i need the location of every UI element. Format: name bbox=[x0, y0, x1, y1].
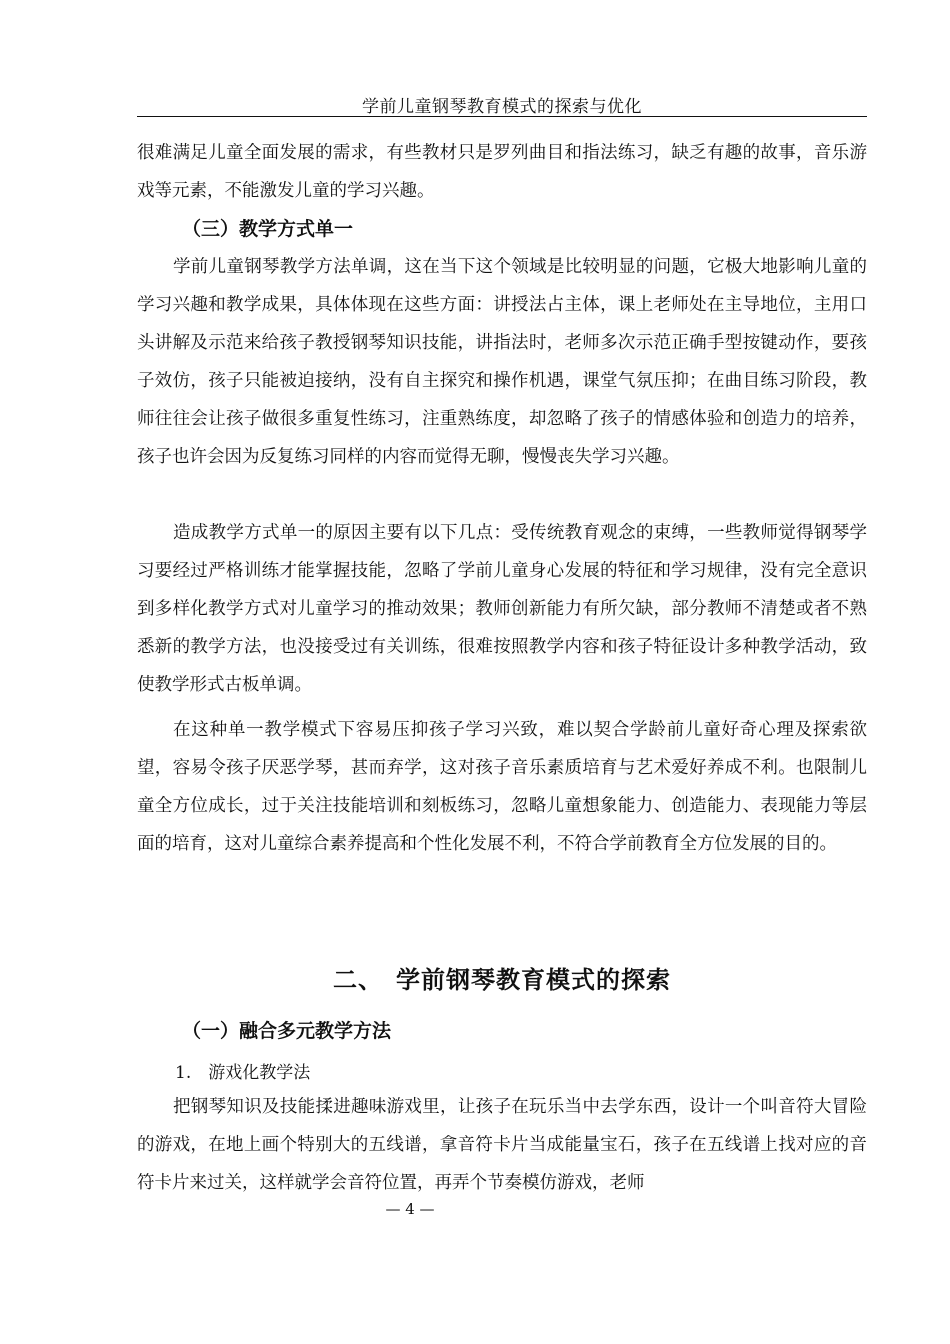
method-heading-game: 1. 游戏化教学法 bbox=[175, 1063, 311, 1083]
section-heading-three: （三）教学方式单一 bbox=[182, 218, 354, 240]
chapter-heading-two: 二、 学前钢琴教育模式的探索 bbox=[333, 966, 671, 994]
paragraph-text: 很难满足儿童全面发展的需求，有些教材只是罗列曲目和指法练习，缺乏有趣的故事，音乐游戏等元素，不能激发儿童的学习兴趣。 bbox=[137, 143, 867, 201]
paragraph-text: 把钢琴知识及技能揉进趣味游戏里，让孩子在玩乐当中去学东西，设计一个叫音符大冒险的游戏，在地上画个特别大的五线谱，拿音符卡片当成能量宝石，孩子在五线谱上找对应的音符卡片来过关，这样就学会音符位置，再弄个节奏模仿游戏，老师 bbox=[137, 1097, 867, 1193]
paragraph-text: 在这种单一教学模式下容易压抑孩子学习兴致，难以契合学龄前儿童好奇心理及探索欲望，容易令孩子厌恶学琴，甚而弃学，这对孩子音乐素质培育与艺术爱好养成不利。也限制儿童全方位成长，过于关注技能培训和刻板练习，忽略儿童想象能力、创造能力、表现能力等层面的培育，这对儿童综合素养提高和个性化发展不利，不符合学前教育全方位发展的目的。 bbox=[137, 720, 867, 854]
header-divider bbox=[137, 116, 867, 117]
paragraph-causes bbox=[137, 514, 867, 704]
paragraph-continuation bbox=[137, 134, 867, 210]
page-header-title: 学前儿童钢琴教育模式的探索与优化 bbox=[362, 97, 642, 117]
paragraph-text: 学前儿童钢琴教学方法单调，这在当下这个领域是比较明显的问题，它极大地影响儿童的学习兴趣和教学成果，具体体现在这些方面：讲授法占主体，课上老师处在主导地位，主用口头讲解及示范来给孩子教授钢琴知识技能，讲指法时，老师多次示范正确手型按键动作，要孩子效仿，孩子只能被迫接纳，没有自主探究和操作机遇，课堂气氛压抑；在曲目练习阶段，教师往往会让孩子做很多重复性练习，注重熟练度，却忽略了孩子的情感体验和创造力的培养，孩子也许会因为反复练习同样的内容而觉得无聊，慢慢丧失学习兴趣。 bbox=[137, 257, 867, 467]
paragraph-effects bbox=[137, 711, 867, 863]
section-heading-one: （一）融合多元教学方法 bbox=[182, 1020, 392, 1042]
paragraph-game-method bbox=[137, 1088, 867, 1202]
page-number: — 4 — bbox=[385, 1200, 435, 1218]
paragraph-teaching-method bbox=[137, 248, 867, 476]
paragraph-text: 造成教学方式单一的原因主要有以下几点：受传统教育观念的束缚，一些教师觉得钢琴学习要经过严格训练才能掌握技能，忽略了学前儿童身心发展的特征和学习规律，没有完全意识到多样化教学方式对儿童学习的推动效果；教师创新能力有所欠缺，部分教师不清楚或者不熟悉新的教学方法，也没接受过有关训练，很难按照教学内容和孩子特征设计多种教学活动，致使教学形式古板单调。 bbox=[137, 523, 867, 695]
